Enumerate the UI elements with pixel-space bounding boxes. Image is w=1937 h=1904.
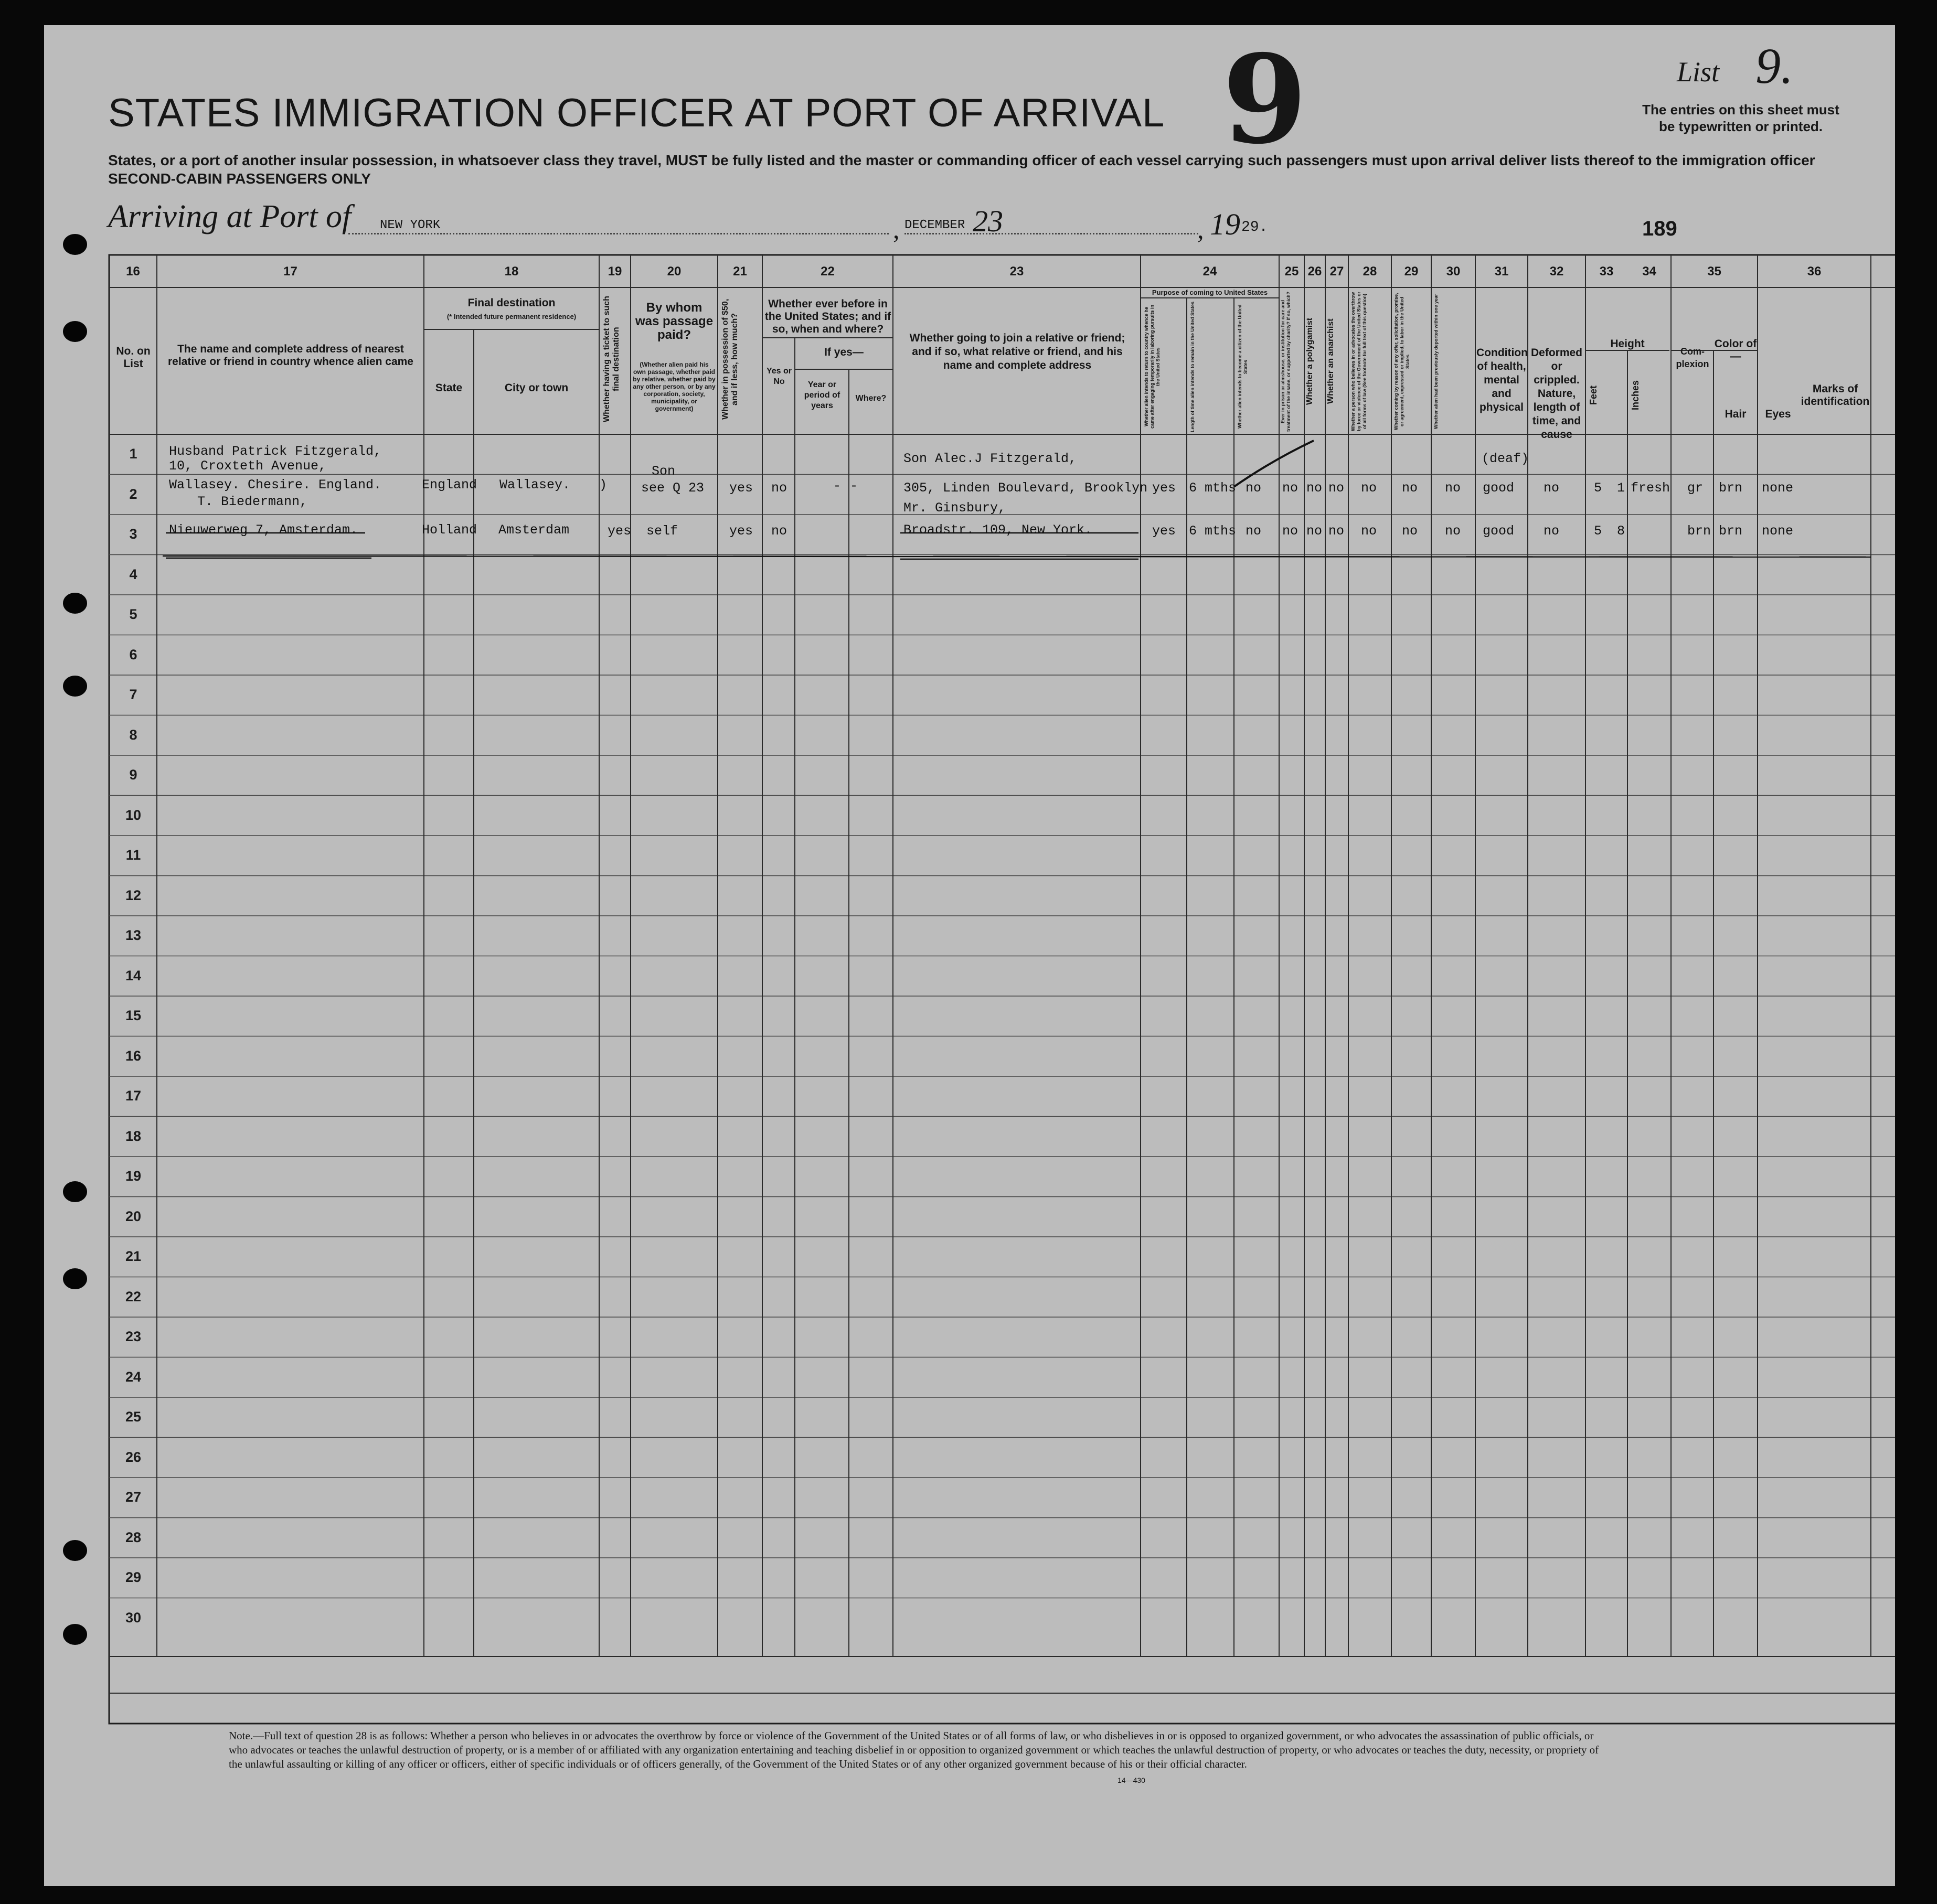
table-grid <box>44 25 1895 1886</box>
row-number: 3 <box>129 526 137 542</box>
entry2-inches: 8 <box>1617 523 1625 539</box>
entry2-ever-before: no <box>771 523 787 539</box>
entry1-possession: yes <box>729 480 753 496</box>
binder-hole <box>63 234 87 255</box>
entry1-inches: 1 <box>1617 480 1625 496</box>
entry2-ticket: yes <box>608 523 632 539</box>
row-number: 26 <box>125 1449 142 1465</box>
class-text: SECOND-CABIN PASSENGERS ONLY <box>108 170 371 187</box>
hdr-polygamist: Whether a polygamist <box>1305 317 1314 405</box>
year-value: 29. <box>1241 219 1268 236</box>
entry2-polygamist: no <box>1306 523 1323 539</box>
month-value: DECEMBER <box>904 218 965 232</box>
hdr-final-destination-note: (* Intended future permanent residence) <box>446 313 577 320</box>
binder-hole <box>63 593 87 614</box>
row-number: 11 <box>125 847 141 863</box>
hdr-eyes: Eyes <box>1765 408 1791 420</box>
hdr-purpose: Purpose of coming to United States <box>1152 288 1268 296</box>
entry1-paid-line1: Son <box>652 464 676 479</box>
row-number: 19 <box>125 1168 142 1184</box>
col-27: 27 <box>1329 264 1344 279</box>
col-34: 34 <box>1642 264 1656 279</box>
entry2-length: 6 mths <box>1189 523 1237 539</box>
hdr-city: City or town <box>504 382 569 394</box>
entry1-q28: no <box>1361 480 1377 496</box>
entry1-join-line2: 305, Linden Boulevard, Brooklyn <box>903 480 1148 496</box>
row-number: 9 <box>129 767 137 783</box>
manifest-sheet <box>44 25 1895 1886</box>
entries-note: The entries on this sheet must be typewritten or printed. <box>1642 102 1839 134</box>
entry2-hair: brn <box>1687 523 1711 539</box>
entry2-relative-line1: T. Biedermann, <box>197 494 308 509</box>
col-35: 35 <box>1707 264 1721 279</box>
hdr-deformed: Deformed or crippled. Nature, length of time, and cause <box>1530 347 1583 441</box>
row-number: 8 <box>129 726 137 743</box>
entry1-marks: none <box>1762 480 1794 496</box>
entry1-health-note: (deaf) <box>1482 451 1529 466</box>
entry1-where: - <box>850 478 858 494</box>
entry2-join-line2: Broadstr. 109, New York. <box>903 522 1093 538</box>
row-number: 12 <box>125 887 142 903</box>
hdr-inches: Inches <box>1630 380 1641 410</box>
entry1-complexion: fresh <box>1631 480 1670 496</box>
entry2-q29: no <box>1402 523 1418 539</box>
entry2-relative-line2: Nieuwerweg 7, Amsterdam. <box>169 522 358 538</box>
binder-hole <box>63 1268 87 1289</box>
col-23: 23 <box>1009 264 1024 279</box>
entry1-hair: gr <box>1687 480 1704 496</box>
col-17: 17 <box>283 264 297 279</box>
row-number: 23 <box>125 1329 142 1345</box>
row-number: 18 <box>125 1128 142 1144</box>
col-25: 25 <box>1284 264 1299 279</box>
row-number: 29 <box>125 1569 142 1586</box>
entry1-prison: no <box>1282 480 1299 496</box>
hdr-where: Where? <box>855 394 887 403</box>
hdr-q28: Whether a person who believes in or advocates the overthrow by force or violence of the Government of the United States or of all forms of law (See footnote for full text of this question) <box>1350 291 1367 432</box>
comma-2: , <box>1197 215 1204 244</box>
entry1-ticket: ) <box>599 477 608 493</box>
hdr-year-period: Year or period of years <box>804 380 840 410</box>
row-number: 5 <box>129 606 137 623</box>
form-number: 14—430 <box>1118 1776 1145 1784</box>
entry1-feet: 5 <box>1594 480 1602 496</box>
entry1-length: 6 mths <box>1189 480 1237 496</box>
entry1-health: good <box>1483 480 1515 496</box>
col-33: 33 <box>1599 264 1614 279</box>
binder-hole <box>63 321 87 342</box>
row-number: 10 <box>125 807 142 823</box>
entry1-eyes: brn <box>1719 480 1743 496</box>
hdr-ticket: Whether having a ticket to such final destination <box>602 296 621 423</box>
footnote: Note.—Full text of question 28 is as follows: Whether a person who believes in or advocates the overthrow by force or violence of the Government of the United States or of all forms of law, or who disbelieves in or is opposed to organized government, or who advocates the assassination of public officials, or who advocates or teaches the unlawful destruction of property, or is a member of or affiliated with any organization entertaining and teaching disbelief in or opposition to organized government or which teaches the unlawful destruction of property, or who advocates or teaches the duty, necessity, or propriety of the unlawful assaulting or killing of any officer or officers, either of specific individuals or of officers generally, of the Government of the United States or of any other organized government because of his or their official character. <box>229 1729 1599 1770</box>
entry1-citizen: no <box>1246 480 1262 496</box>
entry2-join-line1: Mr. Ginsbury, <box>903 500 1006 516</box>
port-value: NEW YORK <box>380 218 441 232</box>
col-28: 28 <box>1363 264 1377 279</box>
row-number: 17 <box>125 1088 142 1104</box>
row-number: 15 <box>125 1008 142 1024</box>
hdr-complexion: Com-plexion <box>1676 346 1709 369</box>
row-number: 30 <box>125 1609 142 1625</box>
col-21: 21 <box>733 264 747 279</box>
entry2-prison: no <box>1282 523 1299 539</box>
entry1-relative-line2: 10, Croxteth Avenue, <box>169 458 327 474</box>
col-20: 20 <box>667 264 682 279</box>
page-title: STATES IMMIGRATION OFFICER AT PORT OF ARRIVAL <box>108 91 1165 135</box>
hdr-prison: Ever in prison or almshouse, or institution for care and treatment of the insane, or supported by charity? If so, which? <box>1280 291 1291 432</box>
hdr-health: Condition of health, mental and physical <box>1476 347 1528 413</box>
hdr-no-on-list: No. on List <box>116 345 151 370</box>
list-value: 9. <box>1755 38 1793 94</box>
row-number: 4 <box>129 566 137 582</box>
entry2-q28: no <box>1361 523 1377 539</box>
row-number: 2 <box>129 486 137 502</box>
hdr-join: Whether going to join a relative or friend; and if so, what relative or friend, and his name and complete address <box>909 332 1125 371</box>
row-number: 20 <box>125 1208 142 1224</box>
hdr-anarchist: Whether an anarchist <box>1326 318 1335 404</box>
hdr-relative: The name and complete address of nearest relative or friend in country whence alien came <box>168 343 413 368</box>
row-number: 7 <box>129 687 137 703</box>
col-30: 30 <box>1446 264 1461 279</box>
hdr-if-yes: If yes— <box>824 346 864 358</box>
entry2-feet: 5 <box>1594 523 1602 539</box>
entry1-relative-line1: Husband Patrick Fitzgerald, <box>169 444 382 459</box>
entry2-health: good <box>1483 523 1515 539</box>
binder-hole <box>63 1540 87 1561</box>
col-36: 36 <box>1807 264 1822 279</box>
col-26: 26 <box>1307 264 1322 279</box>
hdr-marks: Marks of identification <box>1801 383 1870 408</box>
entry2-return: yes <box>1152 523 1176 539</box>
entry2-state: Holland <box>422 522 477 538</box>
entry1-return: yes <box>1152 480 1176 496</box>
hdr-by-whom-note: (Whether alien paid his own passage, whether paid by relative, whether paid by any other person, or by any corporation, society, municipality, or government) <box>633 361 716 412</box>
hdr-hair: Hair <box>1725 408 1747 420</box>
entry1-relative-line3: Wallasey. Chesire. England. <box>169 477 382 493</box>
year-prefix: 19 <box>1210 207 1240 241</box>
entry1-join-line1: Son Alec.J Fitzgerald, <box>903 451 1077 466</box>
entry1-polygamist: no <box>1306 480 1323 496</box>
hdr-height: Height <box>1610 338 1645 350</box>
sheet-number: 9 <box>1222 28 1307 171</box>
entry1-ever-before: no <box>771 480 787 496</box>
entry2-possession: yes <box>729 523 753 539</box>
hdr-purpose-b: Length of time alien intends to remain in the United States <box>1190 301 1195 432</box>
entry1-anarchist: no <box>1328 480 1345 496</box>
hdr-possession: Whether in possession of $50, and if less, how much? <box>721 298 739 420</box>
row-number: 28 <box>125 1529 142 1545</box>
hdr-color-of: Color of— <box>1714 338 1757 362</box>
row-number: 16 <box>125 1047 142 1064</box>
hdr-q30: Whether alien had been previously deported within one year <box>1433 294 1439 429</box>
entry2-paid: self <box>646 523 678 539</box>
col-16: 16 <box>126 264 140 279</box>
binder-hole <box>63 676 87 697</box>
entry1-deformed: no <box>1544 480 1560 496</box>
year-suffix: 189 <box>1642 217 1677 240</box>
hdr-yes-or-no: Yes or No <box>766 367 792 386</box>
col-18: 18 <box>504 264 519 279</box>
entry2-citizen: no <box>1246 523 1262 539</box>
hdr-by-whom: By whom was passage paid? <box>635 301 714 342</box>
row-number: 24 <box>125 1368 142 1385</box>
day-value: 23 <box>973 204 1003 238</box>
row-number: 25 <box>125 1409 142 1425</box>
col-29: 29 <box>1404 264 1419 279</box>
entry2-anarchist: no <box>1328 523 1345 539</box>
row-number: 1 <box>129 446 137 462</box>
list-label: List <box>1677 56 1720 88</box>
row-number: 6 <box>129 646 137 662</box>
hdr-q29: Whether coming by reason of any offer, solicitation, promise, or agreement, expressed or implied, to labor in the United States <box>1393 293 1410 430</box>
entry1-state: England <box>422 477 477 493</box>
entry1-q30: no <box>1445 480 1461 496</box>
hdr-purpose-a: Whether alien intends to return to country whence he came after engaging temporarily in laboring pursuits in the United States <box>1144 304 1161 429</box>
entry2-city: Amsterdam <box>498 522 570 538</box>
hdr-purpose-c: Whether alien intends to become a citizen of the United States <box>1237 304 1248 429</box>
entry2-deformed: no <box>1544 523 1560 539</box>
comma-1: , <box>893 215 900 244</box>
hdr-final-destination: Final destination <box>467 297 556 309</box>
col-24: 24 <box>1202 264 1217 279</box>
entry2-eyes: brn <box>1719 523 1743 539</box>
entry1-paid-line2: see Q 23 <box>641 480 705 496</box>
entry2-q30: no <box>1445 523 1461 539</box>
entry1-city: Wallasey. <box>499 477 571 493</box>
hdr-feet: Feet <box>1588 385 1599 405</box>
col-32: 32 <box>1549 264 1564 279</box>
row-number: 21 <box>125 1248 142 1265</box>
binder-hole <box>63 1624 87 1645</box>
entry2-marks: none <box>1762 523 1794 539</box>
entry1-year-period: - <box>833 478 842 494</box>
intro-text: States, or a port of another insular possession, in whatsoever class they travel, MUST be fully listed and the master or commanding officer of each vessel carrying such passengers must upon arrival deliver lists thereof to the immigration officer <box>108 152 1815 168</box>
row-number: 22 <box>125 1288 142 1304</box>
entry1-q29: no <box>1402 480 1418 496</box>
col-22: 22 <box>821 264 835 279</box>
row-number: 13 <box>125 927 142 944</box>
col-19: 19 <box>608 264 622 279</box>
col-31: 31 <box>1494 264 1509 279</box>
binder-hole <box>63 1181 87 1202</box>
arriving-label: Arriving at Port of <box>108 199 352 234</box>
hdr-ever-before: Whether ever before in the United States; and if so, when and where? <box>764 298 891 335</box>
hdr-state: State <box>435 382 463 394</box>
row-number: 27 <box>125 1489 142 1505</box>
row-number: 14 <box>125 967 142 983</box>
